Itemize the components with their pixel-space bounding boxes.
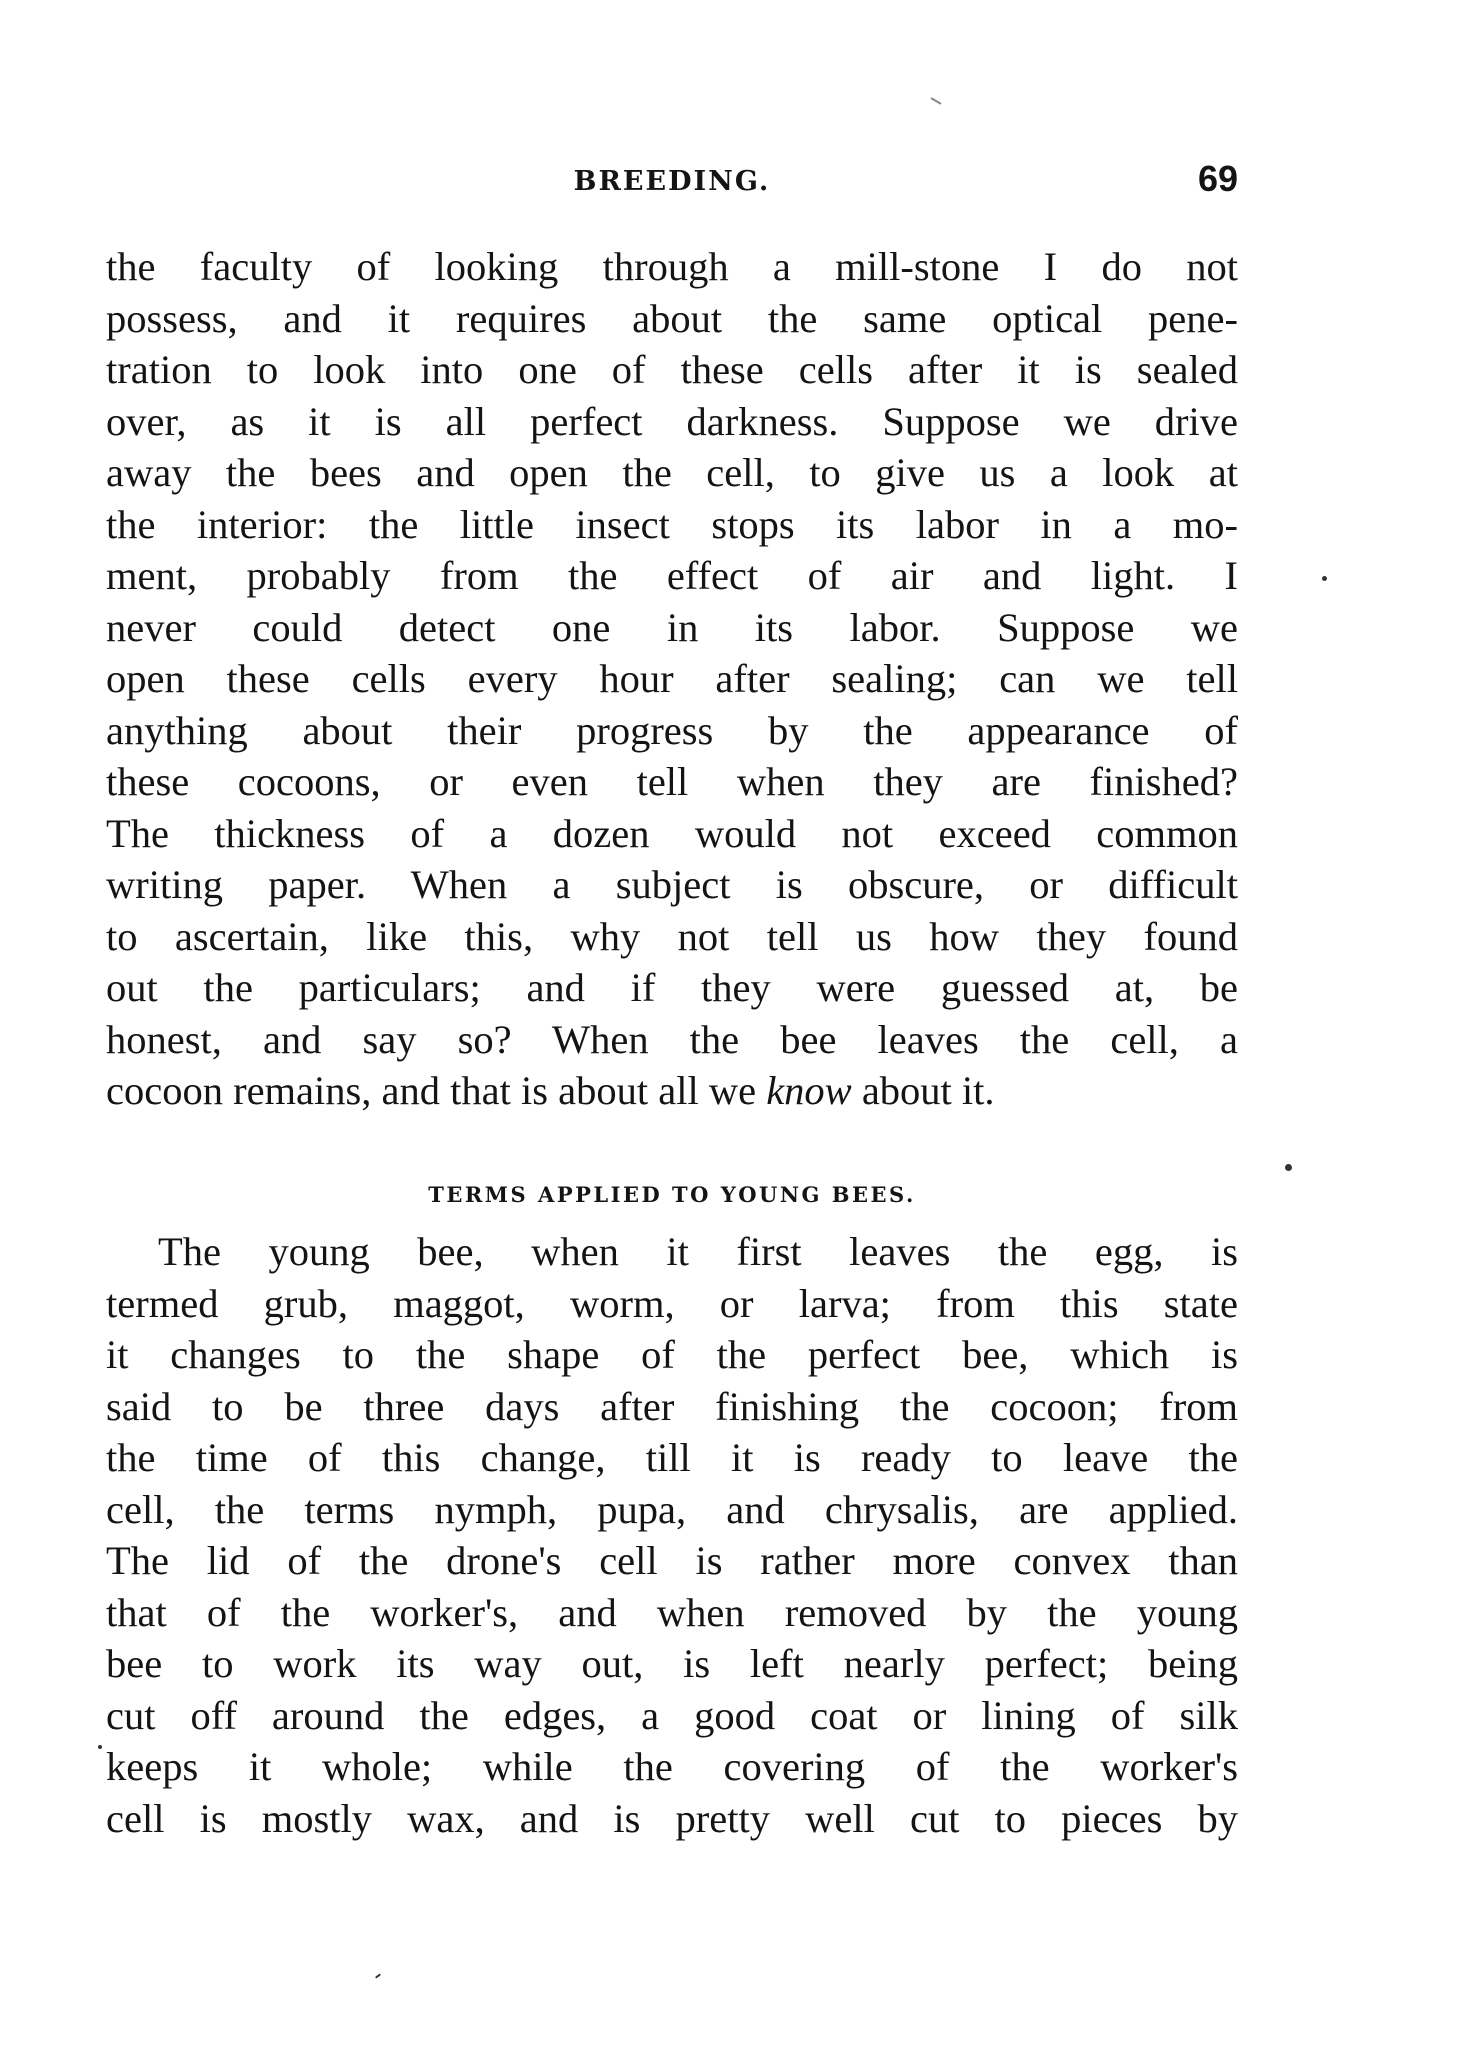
paragraph-continued [106,241,1238,1117]
text-line: said to be three days after finishing the cocoon; from [106,1383,1238,1429]
scan-speck [1322,576,1327,581]
text-line: out the particulars; and if they were guessed at, be [106,965,1238,1010]
text-line: the time of this change, till it is ready to leave the [106,1435,1238,1480]
text-line: The thickness of a dozen would not exceed common [106,810,1238,856]
text-line: anything about their progress by the appearance of [106,707,1238,753]
text-line: to ascertain, like this, why not tell us how they found [106,913,1238,959]
text-line-last [106,1065,1238,1117]
paragraph-young-bees [106,1226,1238,1844]
text-line: cell is mostly wax, and is pretty well cut to pieces by [106,1795,1238,1841]
text-line: tration to look into one of these cells after it is sealed [106,347,1238,392]
text-segment: about it. [851,1068,995,1113]
scan-speck [375,1973,381,1978]
text-line: The young bee, when it first leaves the egg, is [158,1229,1238,1274]
text-line: possess, and it requires about the same optical pene- [106,295,1238,341]
text-line: away the bees and open the cell, to give us a look at [106,450,1238,495]
running-head [106,158,1238,204]
text-line: writing paper. When a subject is obscure, or difficult [106,862,1238,907]
text-line: these cocoons, or even tell when they are finished? [106,759,1238,804]
scan-speck [98,1745,102,1749]
text-line: ment, probably from the effect of air and light. I [106,553,1238,598]
text-line: over, as it is all perfect darkness. Suppose we drive [106,398,1238,444]
text-line: cut off around the edges, a good coat or lining of silk [106,1692,1238,1738]
section-heading: TERMS APPLIED TO YOUNG BEES. [428,1182,916,1207]
text-line: honest, and say so? When the bee leaves the cell, a [106,1016,1238,1062]
text-line: keeps it whole; while the covering of the worker's [106,1744,1238,1789]
text-line: bee to work its way out, is left nearly perfect; being [106,1641,1238,1686]
scan-speck [930,97,941,105]
page-number: 69 [1197,158,1238,199]
text-line: that of the worker's, and when removed by the young [106,1589,1238,1635]
emphasized-word: know [766,1068,852,1113]
text-line: never could detect one in its labor. Suppose we [106,604,1238,650]
text-line: open these cells every hour after sealing; can we tell [106,656,1238,701]
text-segment: cocoon remains, and that is about all we [106,1068,767,1113]
text-line: cell, the terms nymph, pupa, and chrysalis, are applied. [106,1486,1238,1532]
scan-speck [1285,1164,1292,1171]
text-line: it changes to the shape of the perfect bee, which is [106,1332,1238,1377]
running-title: BREEDING. [573,166,771,197]
text-line: the interior: the little insect stops its labor in a mo- [106,501,1238,547]
text-line: termed grub, maggot, worm, or larva; from this state [106,1280,1238,1326]
text-line: the faculty of looking through a mill-stone I do not [106,244,1238,289]
text-line: The lid of the drone's cell is rather more convex than [106,1538,1238,1583]
